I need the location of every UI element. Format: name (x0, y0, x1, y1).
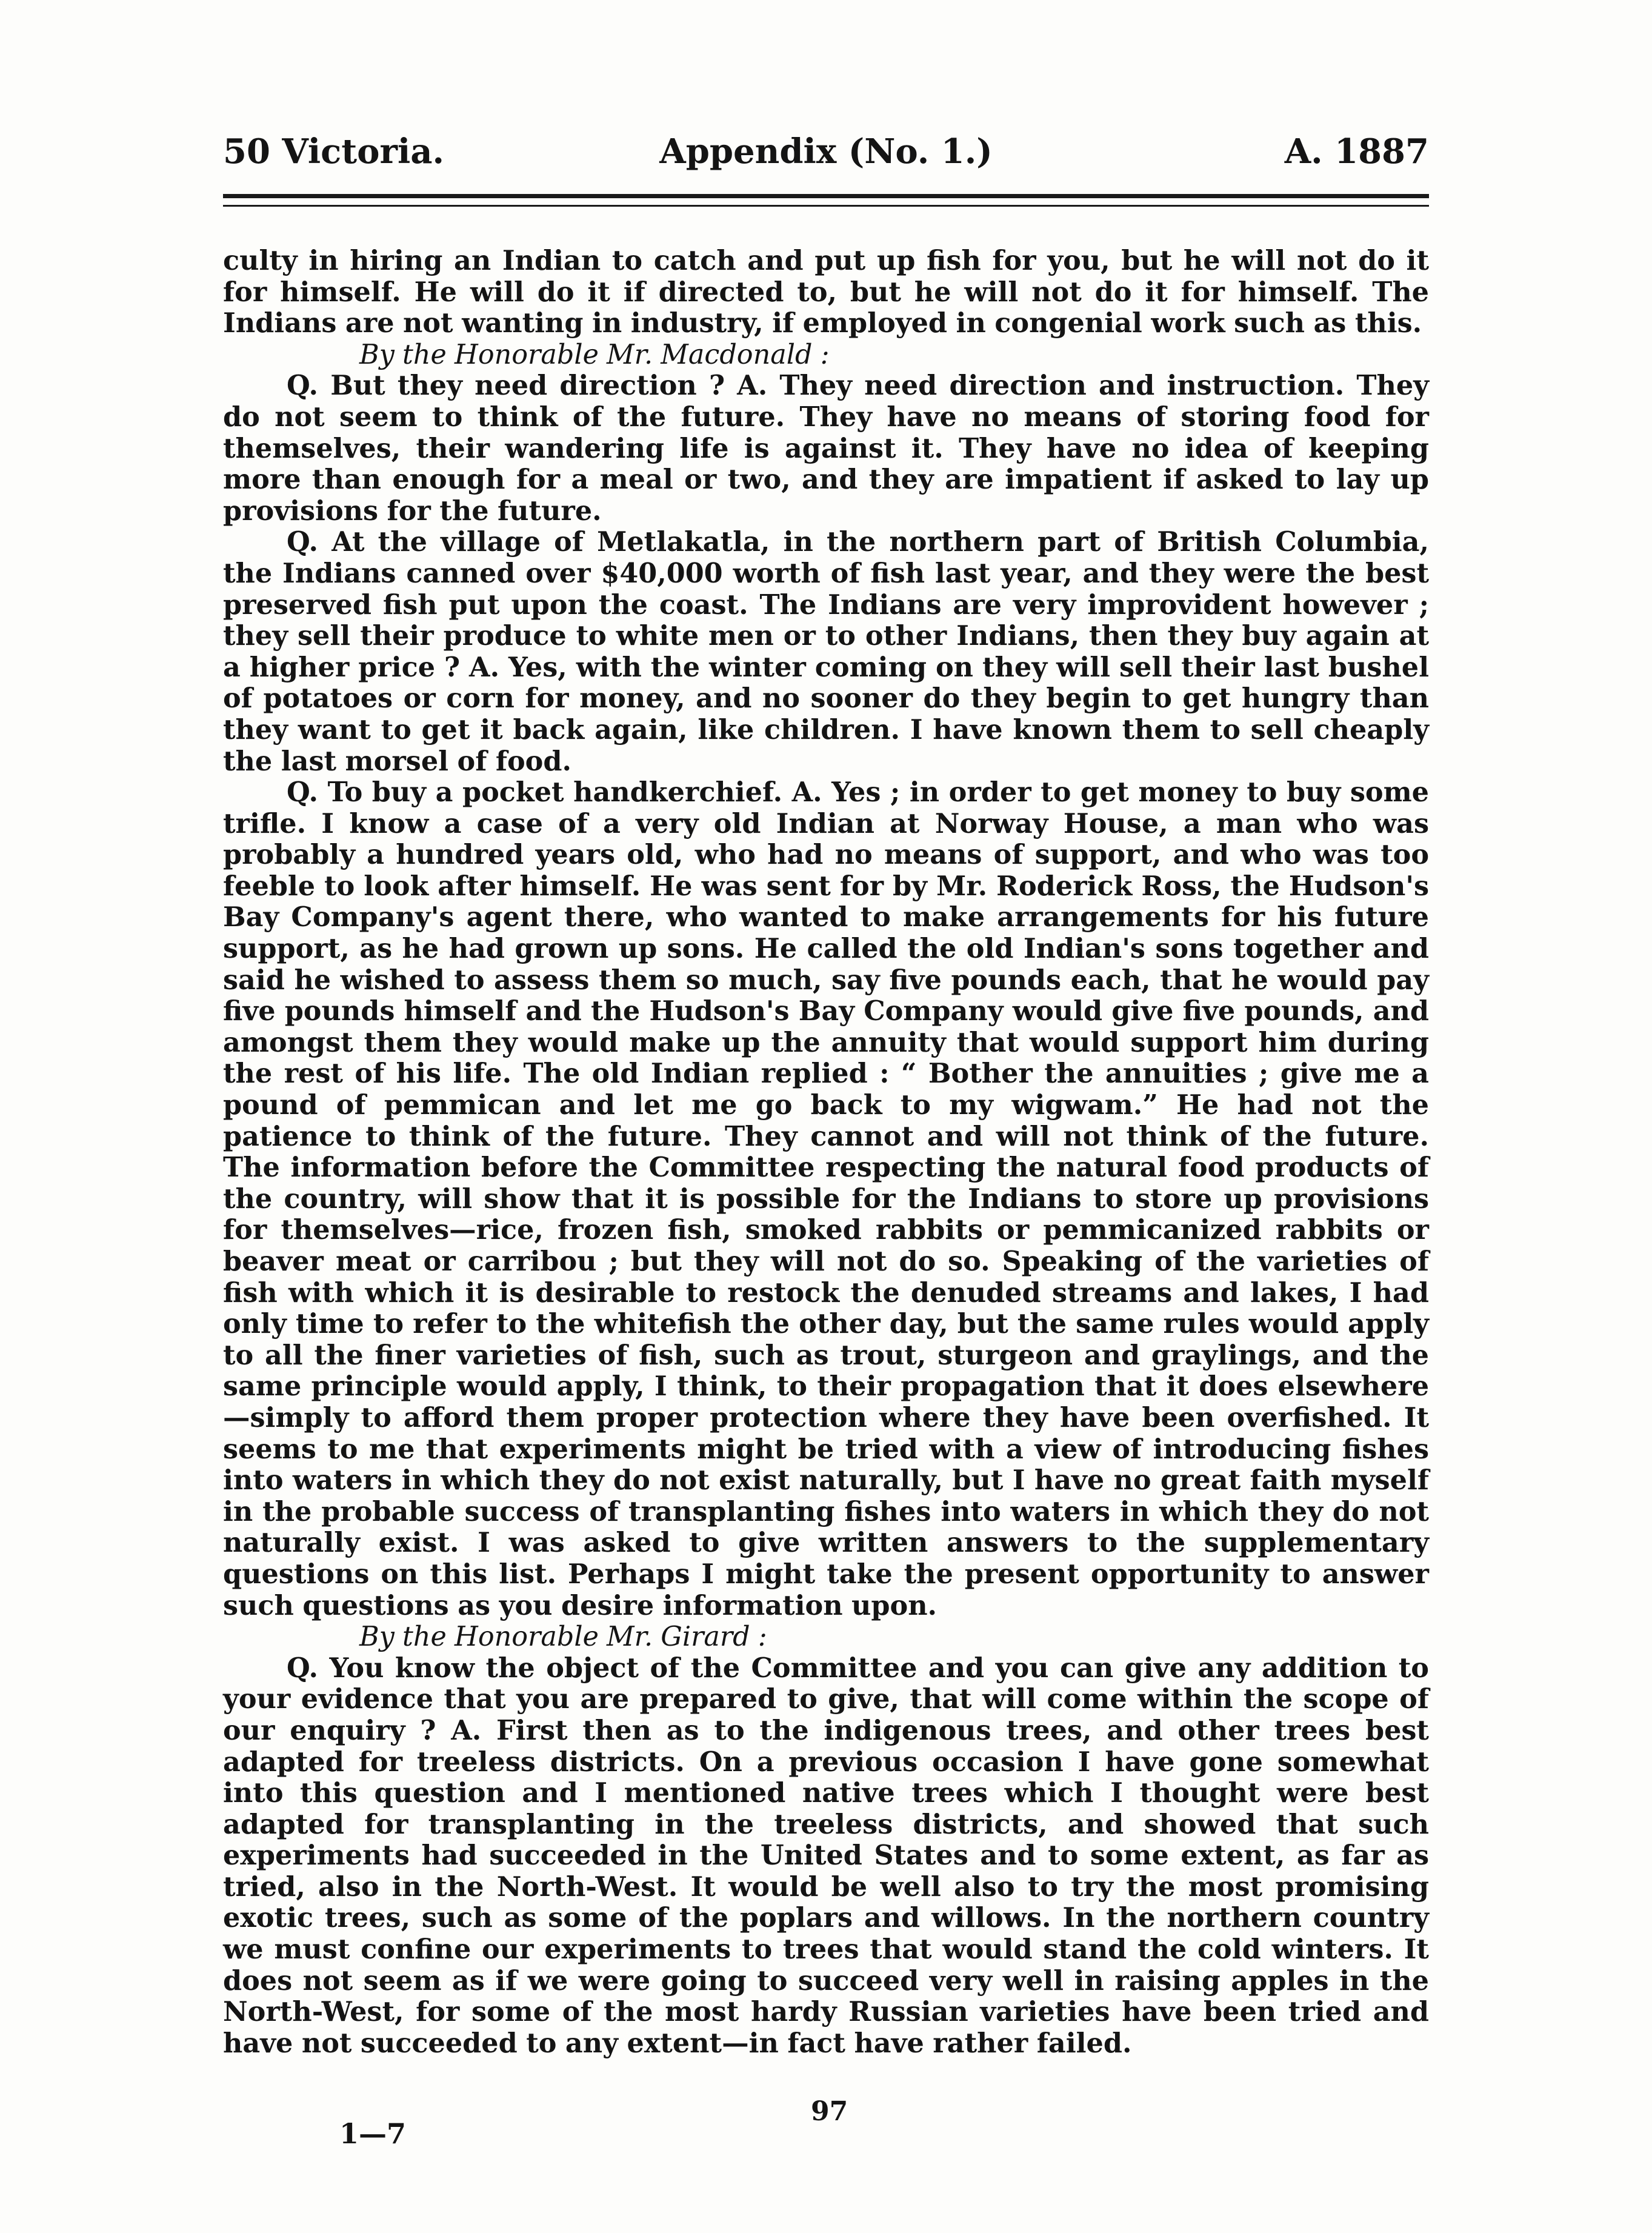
header-session-year: A. 1887 (1284, 132, 1429, 172)
speaker-heading: By the Honorable Mr. Macdonald : (359, 339, 830, 370)
page-number: 97 (811, 2096, 848, 2127)
speaker-heading: By the Honorable Mr. Girard : (359, 1621, 767, 1653)
signature-mark: 1—7 (339, 2117, 407, 2150)
header-regnal-year: 50 Victoria. (223, 132, 445, 172)
paragraph: Q. You know the object of the Committee and you can give any addition to your evidence that you are prepared to give, that will come within the scope of our enquiry ? A. First then as to the indigenous trees, and other trees best adapted for treeless districts. On a previous occasion I have gone somewhat into this question and I mentioned native trees which I thought were best adapted for transplanting in the treeless districts, and showed that such experiments had succeeded in the United States and to some extent, as far as tried, also in the North-West. It would be well also to try the most promising exotic trees, such as some of the poplars and willows. In the northern country we must confine our experiments to trees that would stand the cold winters. It does not seem as if we were going to succeed very well in raising apples in the North-West, for some of the most hardy Russian varieties have been tried and have not succeeded to any extent—in fact have rather failed. (223, 1652, 1429, 2059)
body-text (223, 245, 1429, 2059)
header-rule-thick (223, 194, 1429, 198)
paragraph-continuation: culty in hiring an Indian to catch and put up fish for you, but he will not do it for himself. He will do it if directed to, but he will not do it for himself. The Indians are not wanting in industry, if employed in congenial work such as this. (223, 245, 1429, 339)
running-head (223, 124, 1429, 179)
header-appendix-title: Appendix (No. 1.) (659, 132, 993, 172)
paragraph: Q. To buy a pocket handkerchief. A. Yes ; in order to get money to buy some trifle. I know a case of a very old Indian at Norway House, a man who was probably a hundred years old, who had no means of support, and who was too feeble to look after himself. He was sent for by Mr. Roderick Ross, the Hudson's Bay Company's agent there, who wanted to make arrangements for his future support, as he had grown up sons. He called the old Indian's sons together and said he wished to assess them so much, say five pounds each, that he would pay five pounds himself and the Hudson's Bay Company would give five pounds, and amongst them they would make up the annuity that would support him during the rest of his life. The old Indian replied : “ Bother the annuities ; give me a pound of pemmican and let me go back to my wigwam.” He had not the patience to think of the future. They cannot and will not think of the future. The information before the Committee respecting the natural food products of the country, will show that it is possible for the Indians to store up provisions for themselves—rice, frozen fish, smoked rabbits or pemmicanized rabbits or beaver meat or carribou ; but they will not do so. Speaking of the varieties of fish with which it is desirable to restock the denuded streams and lakes, I had only time to refer to the whitefish the other day, but the same rules would apply to all the finer varieties of fish, such as trout, sturgeon and graylings, and the same principle would apply, I think, to their propagation that it does elsewhere—simply to afford them proper protection where they have been overfished. It seems to me that experiments might be tried with a view of introducing fishes into waters in which they do not exist naturally, but I have no great faith myself in the probable success of transplanting fishes into waters in which they do not naturally exist. I was asked to give written answers to the supplementary questions on this list. Perhaps I might take the present opportunity to answer such questions as you desire information upon. (223, 776, 1429, 1621)
header-rule-thin (223, 205, 1429, 207)
paragraph: Q. At the village of Metlakatla, in the northern part of British Columbia, the Indians canned over $40,000 worth of fish last year, and they were the best preserved fish put upon the coast. The Indians are very improvident however ; they sell their produce to white men or to other Indians, then they buy again at a higher price ? A. Yes, with the winter coming on they will sell their last bushel of potatoes or corn for money, and no sooner do they begin to get hungry than they want to get it back again, like children. I have known them to sell cheaply the last morsel of food. (223, 526, 1429, 777)
paragraph: Q. But they need direction ? A. They need direction and instruction. They do not seem to think of the future. They have no means of storing food for themselves, their wandering life is against it. They have no idea of keeping more than enough for a meal or two, and they are impatient if asked to lay up provisions for the future. (223, 370, 1429, 527)
